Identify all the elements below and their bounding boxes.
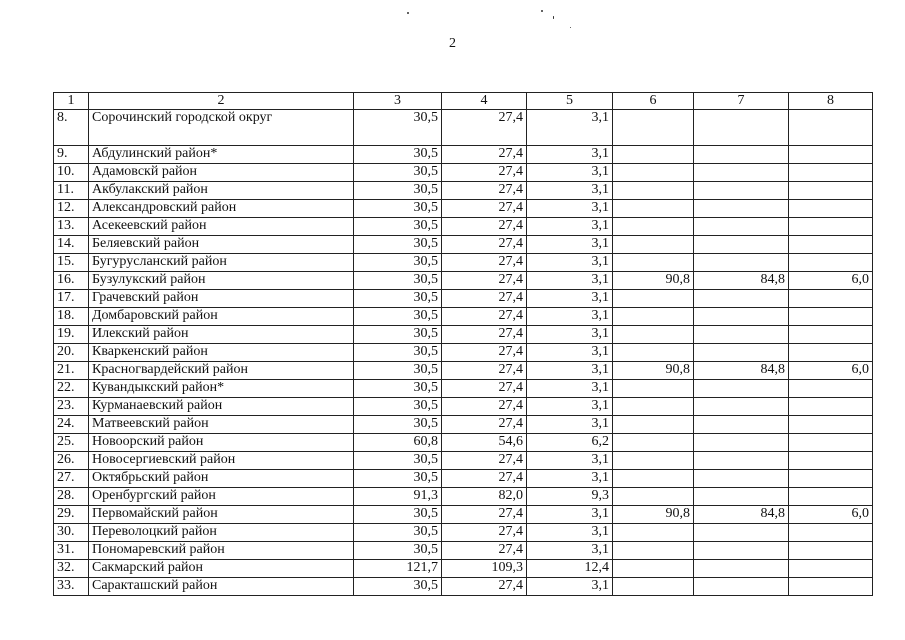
district-name-cell: Акбулакский район bbox=[89, 182, 354, 200]
col6-cell bbox=[613, 344, 694, 362]
col4-cell: 27,4 bbox=[442, 110, 527, 146]
col7-cell bbox=[694, 524, 789, 542]
district-name-cell: Переволоцкий район bbox=[89, 524, 354, 542]
column-header: 7 bbox=[694, 93, 789, 110]
col7-cell bbox=[694, 488, 789, 506]
col4-cell: 82,0 bbox=[442, 488, 527, 506]
district-name-cell: Матвеевский район bbox=[89, 416, 354, 434]
col4-cell: 27,4 bbox=[442, 470, 527, 488]
col4-cell: 27,4 bbox=[442, 254, 527, 272]
table-row bbox=[54, 254, 873, 272]
col5-cell: 3,1 bbox=[527, 110, 613, 146]
table-row bbox=[54, 452, 873, 470]
row-number-cell: 28. bbox=[54, 488, 89, 506]
col5-cell: 3,1 bbox=[527, 182, 613, 200]
table-row bbox=[54, 182, 873, 200]
col7-cell: 84,8 bbox=[694, 506, 789, 524]
district-name-cell: Курманаевский район bbox=[89, 398, 354, 416]
col5-cell: 3,1 bbox=[527, 380, 613, 398]
table-row bbox=[54, 488, 873, 506]
row-number-cell: 18. bbox=[54, 308, 89, 326]
row-number-cell: 12. bbox=[54, 200, 89, 218]
row-number-cell: 21. bbox=[54, 362, 89, 380]
col8-cell bbox=[789, 524, 873, 542]
table-row bbox=[54, 110, 873, 146]
scan-speck bbox=[570, 27, 571, 28]
table-row bbox=[54, 218, 873, 236]
col3-cell: 30,5 bbox=[354, 326, 442, 344]
row-number-cell: 32. bbox=[54, 560, 89, 578]
district-name-cell: Бузулукский район bbox=[89, 272, 354, 290]
header-row bbox=[54, 93, 873, 110]
col8-cell bbox=[789, 344, 873, 362]
col7-cell: 84,8 bbox=[694, 362, 789, 380]
col6-cell bbox=[613, 290, 694, 308]
col8-cell bbox=[789, 416, 873, 434]
col5-cell: 3,1 bbox=[527, 218, 613, 236]
col6-cell bbox=[613, 200, 694, 218]
col6-cell bbox=[613, 254, 694, 272]
col8-cell bbox=[789, 164, 873, 182]
col4-cell: 27,4 bbox=[442, 200, 527, 218]
col4-cell: 27,4 bbox=[442, 326, 527, 344]
row-number-cell: 8. bbox=[54, 110, 89, 146]
col3-cell: 30,5 bbox=[354, 110, 442, 146]
col5-cell: 6,2 bbox=[527, 434, 613, 452]
col4-cell: 27,4 bbox=[442, 398, 527, 416]
column-header: 2 bbox=[89, 93, 354, 110]
col7-cell bbox=[694, 182, 789, 200]
col3-cell: 30,5 bbox=[354, 146, 442, 164]
col6-cell bbox=[613, 560, 694, 578]
col7-cell bbox=[694, 254, 789, 272]
row-number-cell: 25. bbox=[54, 434, 89, 452]
column-header: 4 bbox=[442, 93, 527, 110]
col7-cell: 84,8 bbox=[694, 272, 789, 290]
col8-cell bbox=[789, 578, 873, 596]
row-number-cell: 14. bbox=[54, 236, 89, 254]
row-number-cell: 9. bbox=[54, 146, 89, 164]
table-row bbox=[54, 434, 873, 452]
table-row bbox=[54, 380, 873, 398]
district-name-cell: Новосергиевский район bbox=[89, 452, 354, 470]
col8-cell bbox=[789, 326, 873, 344]
col5-cell: 3,1 bbox=[527, 236, 613, 254]
district-name-cell: Адамовскй район bbox=[89, 164, 354, 182]
table-row bbox=[54, 272, 873, 290]
col7-cell bbox=[694, 380, 789, 398]
col8-cell bbox=[789, 560, 873, 578]
col3-cell: 30,5 bbox=[354, 254, 442, 272]
col7-cell bbox=[694, 236, 789, 254]
col3-cell: 30,5 bbox=[354, 200, 442, 218]
col8-cell bbox=[789, 290, 873, 308]
col7-cell bbox=[694, 578, 789, 596]
col5-cell: 3,1 bbox=[527, 578, 613, 596]
col6-cell bbox=[613, 416, 694, 434]
col4-cell: 27,4 bbox=[442, 146, 527, 164]
table-row bbox=[54, 560, 873, 578]
table-row bbox=[54, 308, 873, 326]
col4-cell: 27,4 bbox=[442, 542, 527, 560]
table-row bbox=[54, 146, 873, 164]
col5-cell: 3,1 bbox=[527, 254, 613, 272]
col3-cell: 121,7 bbox=[354, 560, 442, 578]
col7-cell bbox=[694, 542, 789, 560]
table-row bbox=[54, 416, 873, 434]
col3-cell: 30,5 bbox=[354, 272, 442, 290]
col3-cell: 30,5 bbox=[354, 542, 442, 560]
district-name-cell: Оренбургский район bbox=[89, 488, 354, 506]
col6-cell: 90,8 bbox=[613, 362, 694, 380]
col3-cell: 30,5 bbox=[354, 236, 442, 254]
district-name-cell: Бугурусланский район bbox=[89, 254, 354, 272]
column-header: 8 bbox=[789, 93, 873, 110]
col6-cell bbox=[613, 380, 694, 398]
row-number-cell: 10. bbox=[54, 164, 89, 182]
col4-cell: 27,4 bbox=[442, 290, 527, 308]
row-number-cell: 19. bbox=[54, 326, 89, 344]
col5-cell: 3,1 bbox=[527, 344, 613, 362]
table-row bbox=[54, 578, 873, 596]
col8-cell bbox=[789, 398, 873, 416]
row-number-cell: 11. bbox=[54, 182, 89, 200]
col8-cell bbox=[789, 110, 873, 146]
district-name-cell: Абдулинский район* bbox=[89, 146, 354, 164]
table-row bbox=[54, 200, 873, 218]
district-name-cell: Октябрьский район bbox=[89, 470, 354, 488]
column-header: 3 bbox=[354, 93, 442, 110]
col5-cell: 3,1 bbox=[527, 416, 613, 434]
scan-speck bbox=[541, 10, 543, 12]
col4-cell: 27,4 bbox=[442, 578, 527, 596]
column-header: 5 bbox=[527, 93, 613, 110]
col7-cell bbox=[694, 308, 789, 326]
district-name-cell: Илекский район bbox=[89, 326, 354, 344]
col4-cell: 27,4 bbox=[442, 164, 527, 182]
col7-cell bbox=[694, 110, 789, 146]
col4-cell: 27,4 bbox=[442, 524, 527, 542]
col8-cell bbox=[789, 542, 873, 560]
col8-cell bbox=[789, 434, 873, 452]
col6-cell bbox=[613, 164, 694, 182]
row-number-cell: 20. bbox=[54, 344, 89, 362]
col3-cell: 91,3 bbox=[354, 488, 442, 506]
col5-cell: 3,1 bbox=[527, 506, 613, 524]
col4-cell: 27,4 bbox=[442, 416, 527, 434]
col7-cell bbox=[694, 164, 789, 182]
table-row bbox=[54, 164, 873, 182]
col8-cell bbox=[789, 200, 873, 218]
row-number-cell: 17. bbox=[54, 290, 89, 308]
col5-cell: 3,1 bbox=[527, 272, 613, 290]
district-name-cell: Кваркенский район bbox=[89, 344, 354, 362]
table-body bbox=[54, 93, 873, 596]
col6-cell bbox=[613, 146, 694, 164]
col3-cell: 30,5 bbox=[354, 380, 442, 398]
col8-cell bbox=[789, 470, 873, 488]
district-name-cell: Новоорский район bbox=[89, 434, 354, 452]
col6-cell bbox=[613, 488, 694, 506]
district-name-cell: Кувандыкский район* bbox=[89, 380, 354, 398]
district-name-cell: Пономаревский район bbox=[89, 542, 354, 560]
scan-speck bbox=[553, 16, 554, 19]
district-name-cell: Александровский район bbox=[89, 200, 354, 218]
col8-cell: 6,0 bbox=[789, 272, 873, 290]
col5-cell: 9,3 bbox=[527, 488, 613, 506]
col4-cell: 27,4 bbox=[442, 218, 527, 236]
col6-cell bbox=[613, 542, 694, 560]
col6-cell bbox=[613, 398, 694, 416]
col7-cell bbox=[694, 398, 789, 416]
table-row bbox=[54, 362, 873, 380]
table-row bbox=[54, 542, 873, 560]
col6-cell bbox=[613, 578, 694, 596]
col6-cell bbox=[613, 452, 694, 470]
scan-speck bbox=[407, 12, 409, 14]
col7-cell bbox=[694, 326, 789, 344]
col6-cell: 90,8 bbox=[613, 272, 694, 290]
col4-cell: 27,4 bbox=[442, 272, 527, 290]
col7-cell bbox=[694, 146, 789, 164]
col5-cell: 3,1 bbox=[527, 452, 613, 470]
col8-cell bbox=[789, 236, 873, 254]
col7-cell bbox=[694, 200, 789, 218]
col5-cell: 3,1 bbox=[527, 164, 613, 182]
col3-cell: 30,5 bbox=[354, 398, 442, 416]
row-number-cell: 24. bbox=[54, 416, 89, 434]
col6-cell: 90,8 bbox=[613, 506, 694, 524]
col3-cell: 30,5 bbox=[354, 362, 442, 380]
col8-cell bbox=[789, 488, 873, 506]
row-number-cell: 33. bbox=[54, 578, 89, 596]
district-name-cell: Домбаровский район bbox=[89, 308, 354, 326]
district-name-cell: Беляевский район bbox=[89, 236, 354, 254]
col5-cell: 12,4 bbox=[527, 560, 613, 578]
col3-cell: 30,5 bbox=[354, 416, 442, 434]
col5-cell: 3,1 bbox=[527, 326, 613, 344]
col7-cell bbox=[694, 452, 789, 470]
district-table bbox=[53, 92, 873, 596]
col6-cell bbox=[613, 326, 694, 344]
col5-cell: 3,1 bbox=[527, 308, 613, 326]
col6-cell bbox=[613, 218, 694, 236]
col3-cell: 30,5 bbox=[354, 470, 442, 488]
col3-cell: 30,5 bbox=[354, 524, 442, 542]
col3-cell: 60,8 bbox=[354, 434, 442, 452]
col5-cell: 3,1 bbox=[527, 542, 613, 560]
col4-cell: 27,4 bbox=[442, 344, 527, 362]
col8-cell bbox=[789, 218, 873, 236]
column-header: 1 bbox=[54, 93, 89, 110]
col6-cell bbox=[613, 182, 694, 200]
col7-cell bbox=[694, 344, 789, 362]
col4-cell: 27,4 bbox=[442, 308, 527, 326]
col3-cell: 30,5 bbox=[354, 182, 442, 200]
district-name-cell: Асекеевский район bbox=[89, 218, 354, 236]
table-row bbox=[54, 344, 873, 362]
col8-cell bbox=[789, 146, 873, 164]
col5-cell: 3,1 bbox=[527, 524, 613, 542]
col8-cell: 6,0 bbox=[789, 362, 873, 380]
page-number: 2 bbox=[449, 36, 456, 51]
row-number-cell: 22. bbox=[54, 380, 89, 398]
row-number-cell: 15. bbox=[54, 254, 89, 272]
district-name-cell: Сорочинский городской округ bbox=[89, 110, 354, 146]
col4-cell: 27,4 bbox=[442, 506, 527, 524]
row-number-cell: 31. bbox=[54, 542, 89, 560]
district-name-cell: Сакмарский район bbox=[89, 560, 354, 578]
col7-cell bbox=[694, 560, 789, 578]
district-name-cell: Первомайский район bbox=[89, 506, 354, 524]
table-row bbox=[54, 236, 873, 254]
col6-cell bbox=[613, 470, 694, 488]
col6-cell bbox=[613, 434, 694, 452]
col8-cell bbox=[789, 254, 873, 272]
table-row bbox=[54, 326, 873, 344]
district-name-cell: Грачевский район bbox=[89, 290, 354, 308]
district-name-cell: Саракташский район bbox=[89, 578, 354, 596]
col6-cell bbox=[613, 524, 694, 542]
row-number-cell: 27. bbox=[54, 470, 89, 488]
column-header: 6 bbox=[613, 93, 694, 110]
col8-cell bbox=[789, 182, 873, 200]
col4-cell: 109,3 bbox=[442, 560, 527, 578]
row-number-cell: 26. bbox=[54, 452, 89, 470]
table-row bbox=[54, 506, 873, 524]
col5-cell: 3,1 bbox=[527, 200, 613, 218]
row-number-cell: 13. bbox=[54, 218, 89, 236]
col4-cell: 27,4 bbox=[442, 236, 527, 254]
col8-cell bbox=[789, 380, 873, 398]
table-row bbox=[54, 398, 873, 416]
col7-cell bbox=[694, 434, 789, 452]
col4-cell: 27,4 bbox=[442, 182, 527, 200]
col3-cell: 30,5 bbox=[354, 506, 442, 524]
col8-cell bbox=[789, 452, 873, 470]
col6-cell bbox=[613, 236, 694, 254]
district-name-cell: Красногвардейский район bbox=[89, 362, 354, 380]
row-number-cell: 16. bbox=[54, 272, 89, 290]
col8-cell: 6,0 bbox=[789, 506, 873, 524]
col5-cell: 3,1 bbox=[527, 290, 613, 308]
col4-cell: 27,4 bbox=[442, 362, 527, 380]
col6-cell bbox=[613, 110, 694, 146]
row-number-cell: 23. bbox=[54, 398, 89, 416]
col3-cell: 30,5 bbox=[354, 290, 442, 308]
col3-cell: 30,5 bbox=[354, 344, 442, 362]
col5-cell: 3,1 bbox=[527, 362, 613, 380]
col8-cell bbox=[789, 308, 873, 326]
col3-cell: 30,5 bbox=[354, 308, 442, 326]
table-row bbox=[54, 290, 873, 308]
col7-cell bbox=[694, 416, 789, 434]
col7-cell bbox=[694, 290, 789, 308]
col6-cell bbox=[613, 308, 694, 326]
col7-cell bbox=[694, 218, 789, 236]
col7-cell bbox=[694, 470, 789, 488]
row-number-cell: 29. bbox=[54, 506, 89, 524]
col3-cell: 30,5 bbox=[354, 578, 442, 596]
table-row bbox=[54, 524, 873, 542]
table-row bbox=[54, 470, 873, 488]
col4-cell: 54,6 bbox=[442, 434, 527, 452]
col5-cell: 3,1 bbox=[527, 470, 613, 488]
col3-cell: 30,5 bbox=[354, 218, 442, 236]
col5-cell: 3,1 bbox=[527, 398, 613, 416]
col3-cell: 30,5 bbox=[354, 164, 442, 182]
col5-cell: 3,1 bbox=[527, 146, 613, 164]
row-number-cell: 30. bbox=[54, 524, 89, 542]
col4-cell: 27,4 bbox=[442, 380, 527, 398]
col3-cell: 30,5 bbox=[354, 452, 442, 470]
col4-cell: 27,4 bbox=[442, 452, 527, 470]
